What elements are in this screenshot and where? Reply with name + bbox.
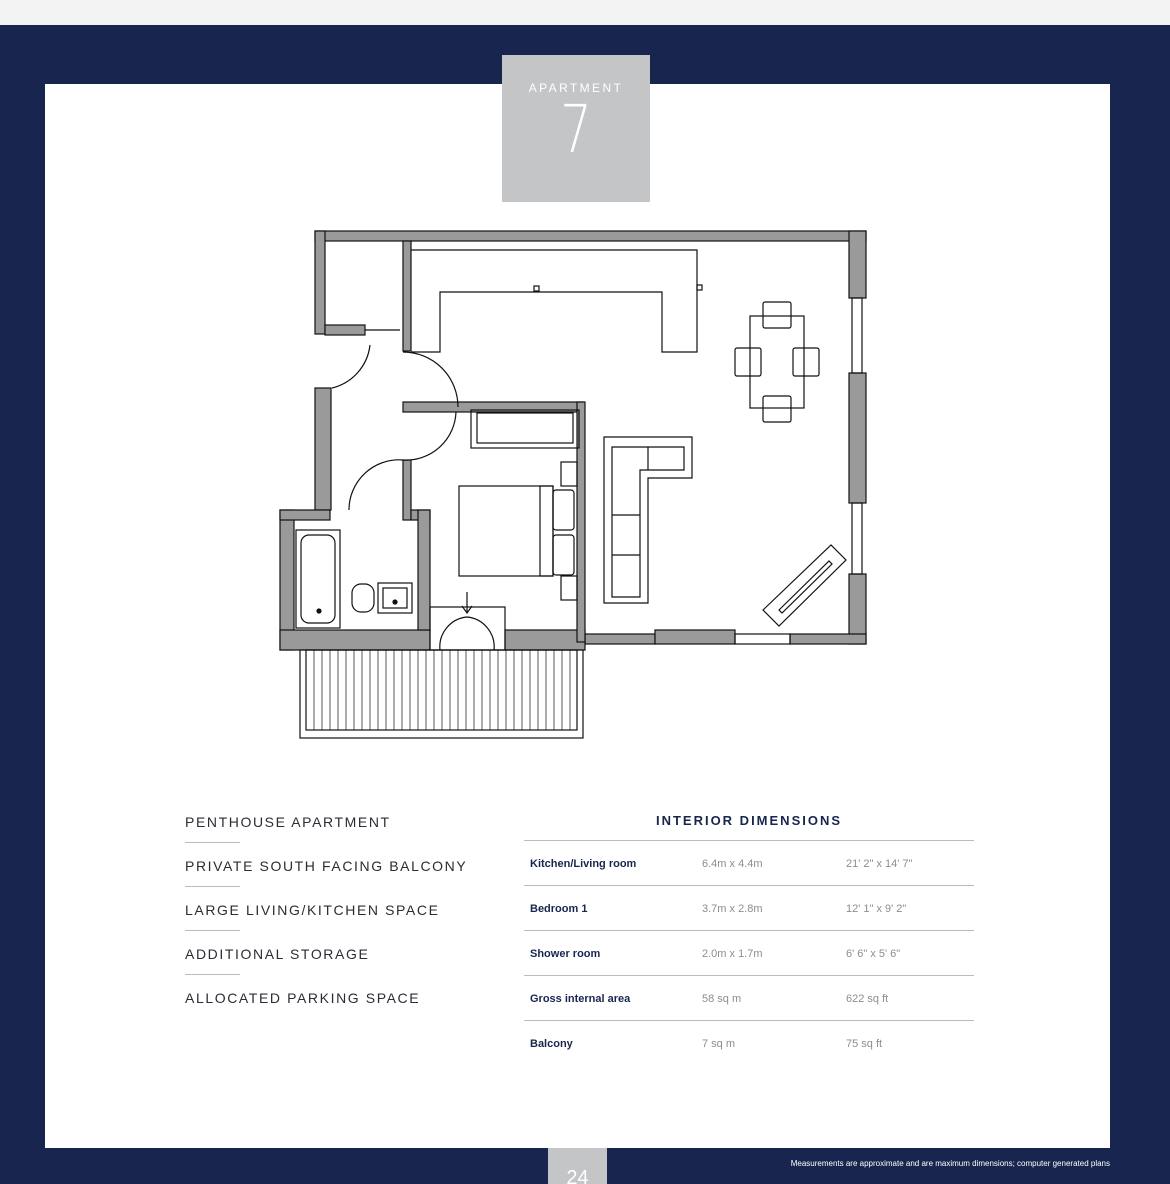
wall-bed-east xyxy=(577,402,585,642)
dining-table xyxy=(750,316,804,408)
feature-item: LARGE LIVING/KITCHEN SPACE xyxy=(185,898,485,942)
kitchen-counter xyxy=(411,250,697,352)
wall-bath-east xyxy=(418,510,430,630)
balcony xyxy=(300,650,583,738)
table-row: Balcony 7 sq m 75 sq ft xyxy=(530,1038,883,1050)
table-row: Bedroom 1 3.7m x 2.8m 12' 1" x 9' 2" xyxy=(524,886,974,931)
wall-hall-west xyxy=(315,388,331,510)
wall-east-2 xyxy=(849,373,866,503)
wall-south-mid xyxy=(505,630,585,650)
wall-north xyxy=(315,231,866,241)
wall-bath-north xyxy=(280,510,330,520)
apartment-label: APARTMENT xyxy=(528,81,624,95)
floor-plan xyxy=(270,222,880,752)
apartment-number: 7 xyxy=(560,91,592,168)
wall-bed-west xyxy=(403,460,411,520)
wardrobe xyxy=(471,410,579,448)
features-list xyxy=(185,810,485,1030)
window-south xyxy=(735,634,790,644)
apartment-tag xyxy=(502,55,650,202)
wall-south-2 xyxy=(655,630,735,644)
wall-south-3 xyxy=(790,634,866,644)
table-row: Kitchen/Living room 6.4m x 4.4m 21' 2" x 14' 7" xyxy=(524,841,974,886)
wall-east-1 xyxy=(849,231,866,298)
disclaimer: Measurements are approximate and are maximum dimensions; computer generated plans xyxy=(790,1159,1110,1168)
table-row: Gross internal area 58 sq m 622 sq ft xyxy=(524,976,974,1021)
table-row: Shower room 2.0m x 1.7m 6' 6" x 5' 6" xyxy=(524,931,974,976)
feature-item: PENTHOUSE APARTMENT xyxy=(185,810,485,854)
bed xyxy=(459,486,553,576)
wall-south-1 xyxy=(585,634,655,644)
dimensions-heading: INTERIOR DIMENSIONS xyxy=(524,808,974,841)
door-swing-hall xyxy=(403,352,458,407)
wall-store-south xyxy=(325,325,365,335)
wall-south-west xyxy=(280,630,430,650)
door-swing-bed xyxy=(403,412,456,460)
wall-west-upper xyxy=(315,231,325,334)
toilet xyxy=(352,584,374,612)
wall-bath-west xyxy=(280,510,294,650)
feature-item: ALLOCATED PARKING SPACE xyxy=(185,990,421,1006)
window-east-2 xyxy=(852,503,862,574)
interior-dimensions-table xyxy=(524,808,974,1065)
page-number: 24 xyxy=(548,1148,607,1184)
door-swing-bath xyxy=(349,460,403,510)
feature-item: ADDITIONAL STORAGE xyxy=(185,942,485,986)
door-swing-store xyxy=(332,345,370,388)
wall-store-east xyxy=(403,241,411,351)
feature-item: PRIVATE SOUTH FACING BALCONY xyxy=(185,854,485,898)
window-east-1 xyxy=(852,298,862,373)
